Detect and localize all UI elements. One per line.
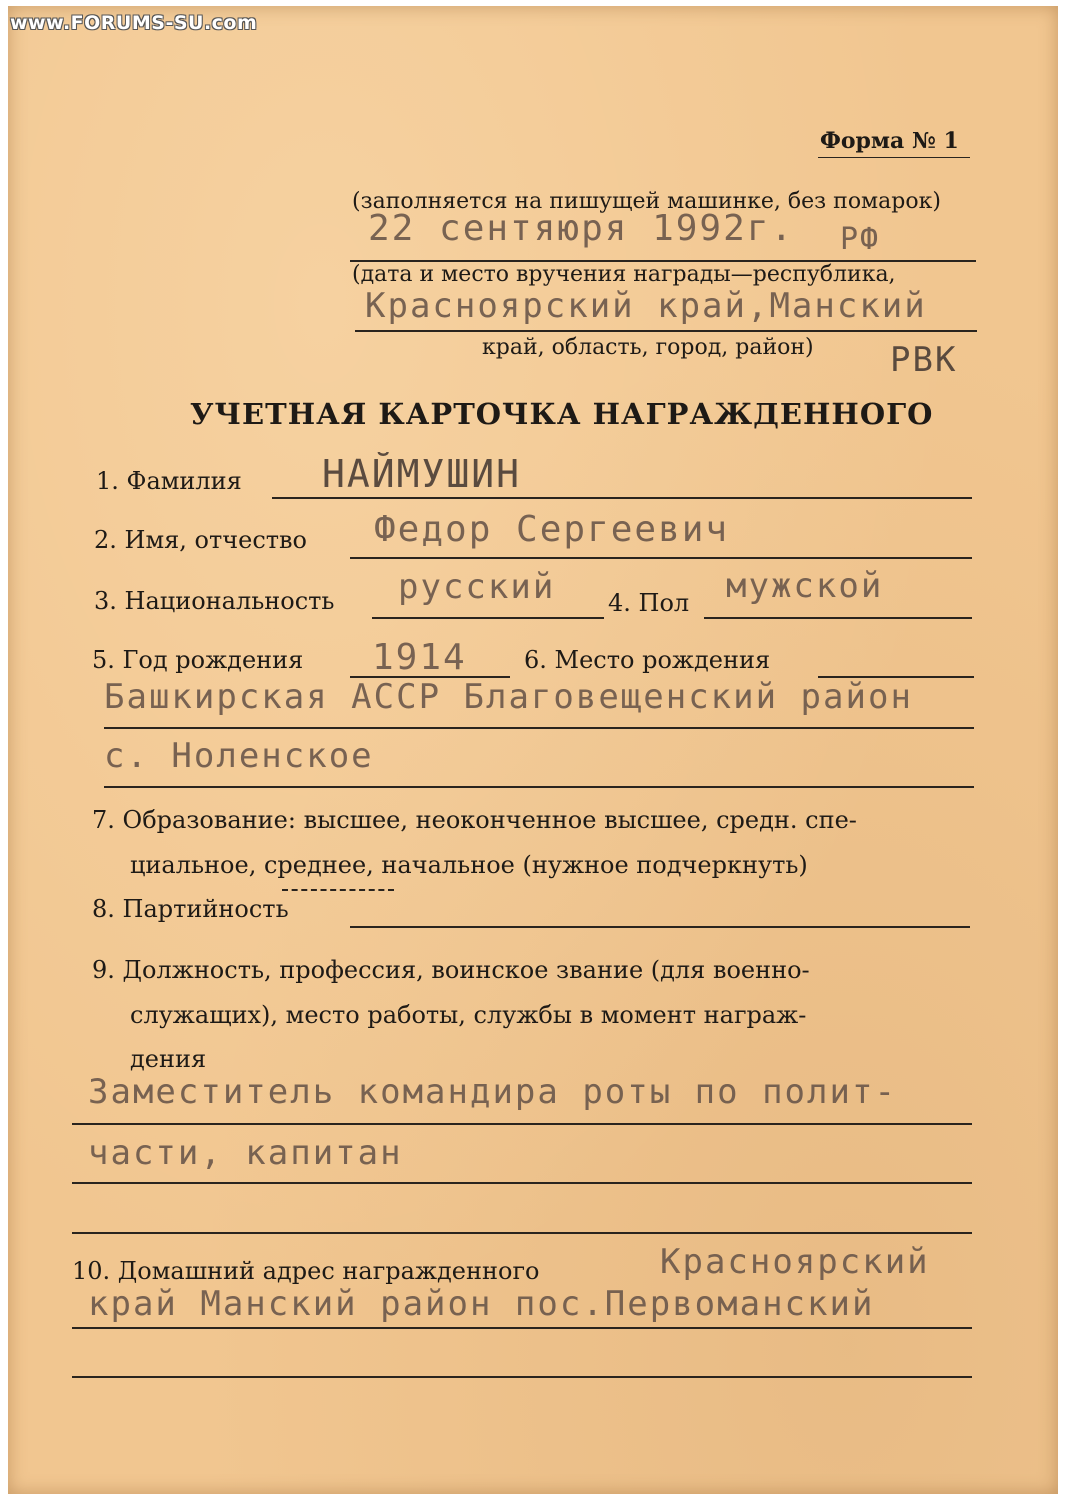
address-value-2: край Манский район пос.Первоманский bbox=[88, 1284, 875, 1324]
education-line-1: 7. Образование: высшее, неоконченное высшее, средн. спе- bbox=[92, 806, 857, 834]
name-label: 2. Имя, отчество bbox=[94, 526, 307, 554]
sex-label: 4. Пол bbox=[608, 589, 690, 617]
form-number-underline bbox=[818, 157, 970, 158]
card-title: УЧЕТНАЯ КАРТОЧКА НАГРАЖДЕННОГО bbox=[190, 397, 934, 431]
name-value: Федор Сергеевич bbox=[374, 509, 730, 550]
position-line-b bbox=[72, 1182, 972, 1184]
form-number: Форма № 1 bbox=[820, 128, 959, 154]
sex-line bbox=[704, 617, 972, 619]
address-label: 10. Домашний адрес награжденного bbox=[72, 1257, 540, 1285]
position-line-c bbox=[72, 1232, 972, 1234]
watermark: www.FORUMS-SU.com bbox=[10, 12, 258, 34]
place-line bbox=[355, 330, 977, 332]
birth-place-label: 6. Место рождения bbox=[524, 646, 771, 674]
surname-label: 1. Фамилия bbox=[96, 467, 242, 495]
position-value-2: части, капитан bbox=[88, 1133, 403, 1173]
award-place: Красноярский край,Манский bbox=[365, 286, 927, 326]
birth-year-label: 5. Год рождения bbox=[92, 646, 304, 674]
surname-value: НАЙМУШИН bbox=[322, 452, 522, 496]
education-line-2: циальное, среднее, начальное (нужное подчеркнуть) bbox=[130, 851, 808, 879]
position-value-1: Заместитель командира роты по полит- bbox=[88, 1072, 897, 1112]
date-place-caption: (дата и место вручения награды—республика, bbox=[352, 262, 896, 287]
nationality-line bbox=[372, 617, 604, 619]
position-line-2: служащих), место работы, службы в момент награж- bbox=[130, 1001, 807, 1029]
birth-place-value-1: Башкирская АССР Благовещенский район bbox=[104, 677, 913, 717]
sex-value: мужской bbox=[726, 566, 884, 606]
birth-place-line-2 bbox=[104, 786, 974, 788]
region-caption: край, область, город, район) bbox=[482, 335, 814, 360]
address-line-1 bbox=[72, 1327, 972, 1329]
party-line bbox=[350, 926, 970, 928]
surname-line bbox=[272, 497, 972, 499]
education-underline bbox=[282, 889, 394, 891]
birth-place-value-2: с. Ноленское bbox=[104, 736, 374, 776]
award-date: 22 сентяюря 1992г. bbox=[368, 208, 795, 249]
country-abbr: РФ bbox=[840, 222, 881, 257]
party-label: 8. Партийность bbox=[92, 895, 289, 923]
name-line bbox=[350, 557, 972, 559]
address-line-2 bbox=[72, 1376, 972, 1378]
birth-year-value: 1914 bbox=[372, 637, 467, 678]
position-line-3: дения bbox=[130, 1045, 207, 1073]
position-line-1: 9. Должность, профессия, воинское звание (для военно- bbox=[92, 956, 810, 984]
nationality-label: 3. Национальность bbox=[94, 587, 335, 615]
fill-instruction: (заполняется на пишущей машинке, без помарок) bbox=[352, 189, 941, 214]
position-line-a bbox=[72, 1123, 972, 1125]
nationality-value: русский bbox=[398, 567, 556, 607]
address-value-1: Красноярский bbox=[660, 1242, 930, 1282]
birth-place-line-1 bbox=[104, 727, 974, 729]
office-stamp: РВК bbox=[890, 340, 958, 380]
